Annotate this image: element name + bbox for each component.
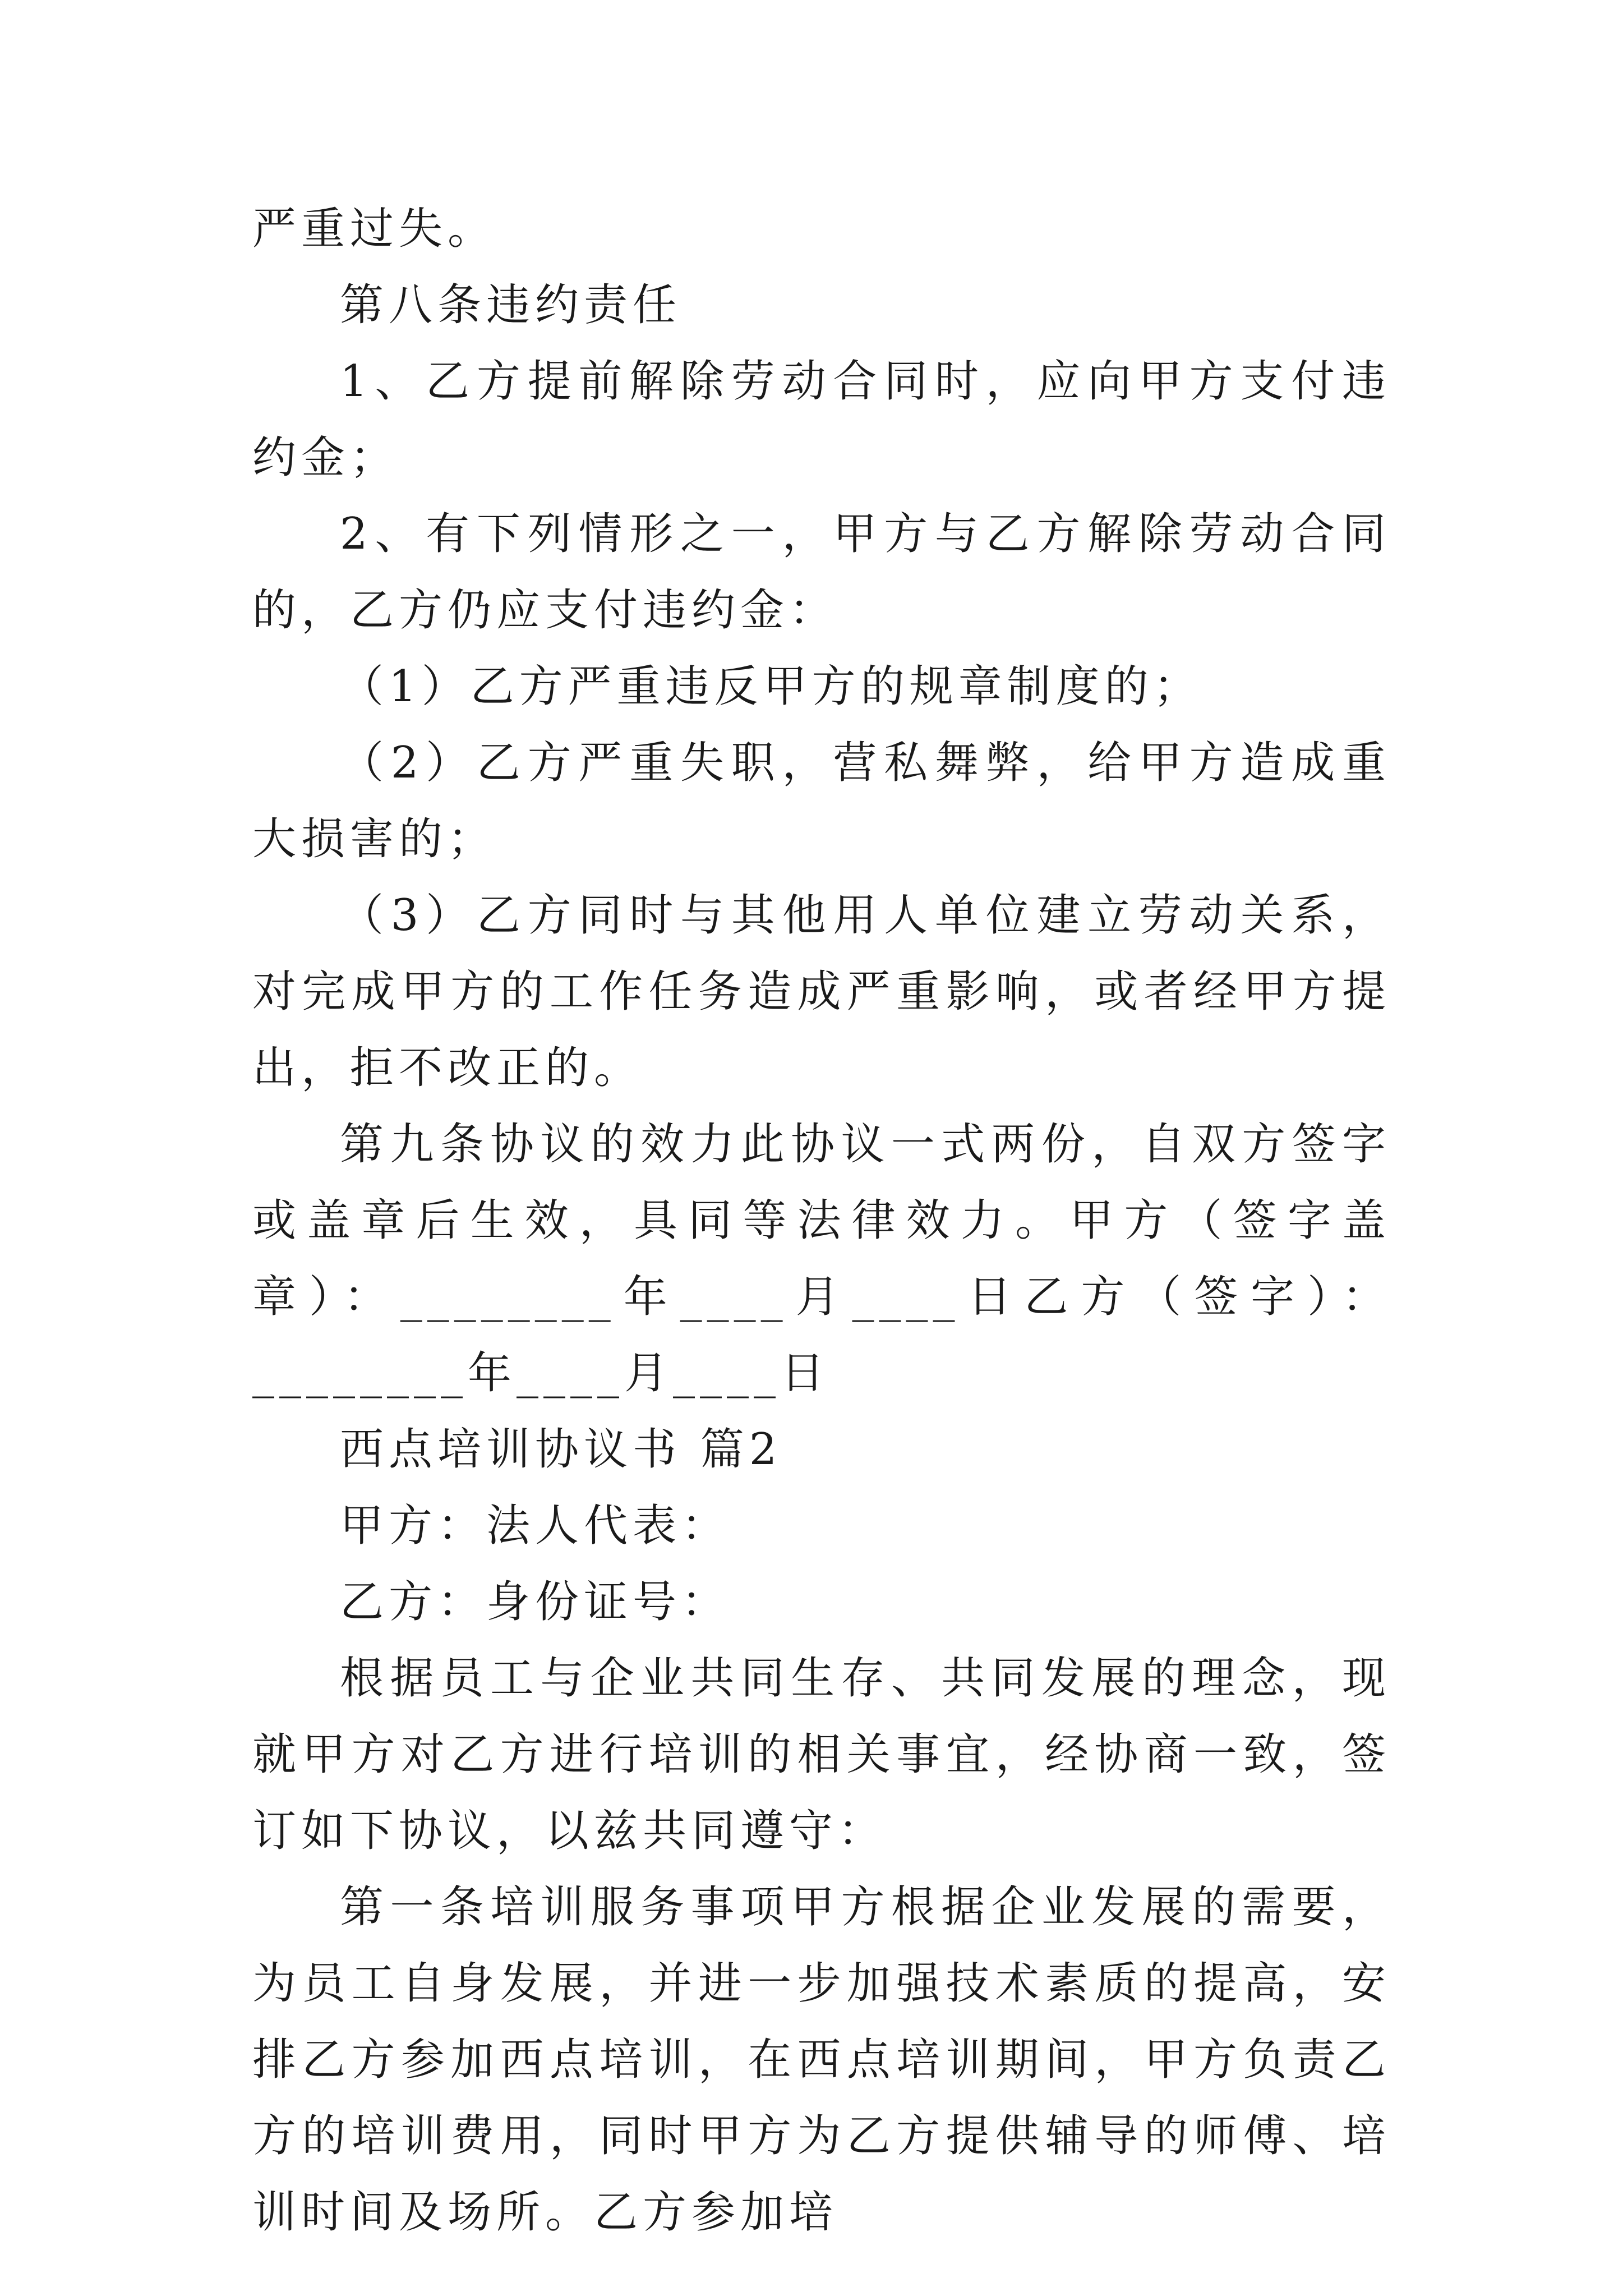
section-heading: 西点培训协议书 篇2 <box>340 1424 782 1475</box>
document-body <box>252 191 1391 2251</box>
paragraph: 第九条协议的效力此协议一式两份，自双方签字或盖章后生效，具同等法律效力。甲方（签字盖章）：________年____月____日乙方（签字）：________年____月____日 <box>252 1119 1391 1398</box>
paragraph: 第一条培训服务事项甲方根据企业发展的需要，为员工自身发展，并进一步加强技术素质的提高，安排乙方参加西点培训，在西点培训期间，甲方负责乙方的培训费用，同时甲方为乙方提供辅导的师傅、培训时间及场所。乙方参加培 <box>252 1882 1391 2238</box>
paragraph: 1、乙方提前解除劳动合同时，应向甲方支付违约金； <box>252 356 1391 483</box>
section-heading: 第八条违约责任 <box>340 280 682 330</box>
paragraph: 根据员工与企业共同生存、共同发展的理念，现就甲方对乙方进行培训的相关事宜，经协商一致，签订如下协议，以兹共同遵守： <box>252 1653 1391 1856</box>
party-b-line: 乙方：身份证号： <box>340 1577 731 1627</box>
list-item: （1）乙方严重违反甲方的规章制度的； <box>340 661 1202 712</box>
paragraph: 2、有下列情形之一，甲方与乙方解除劳动合同的，乙方仍应支付违约金： <box>252 509 1391 636</box>
list-item: （3）乙方同时与其他用人单位建立劳动关系，对完成甲方的工作任务造成严重影响，或者经甲方提出，拒不改正的。 <box>252 890 1391 1093</box>
list-item: （2）乙方严重失职，营私舞弊，给甲方造成重大损害的； <box>252 738 1391 864</box>
party-a-line: 甲方：法人代表： <box>340 1501 731 1551</box>
paragraph: 严重过失。 <box>252 204 497 254</box>
